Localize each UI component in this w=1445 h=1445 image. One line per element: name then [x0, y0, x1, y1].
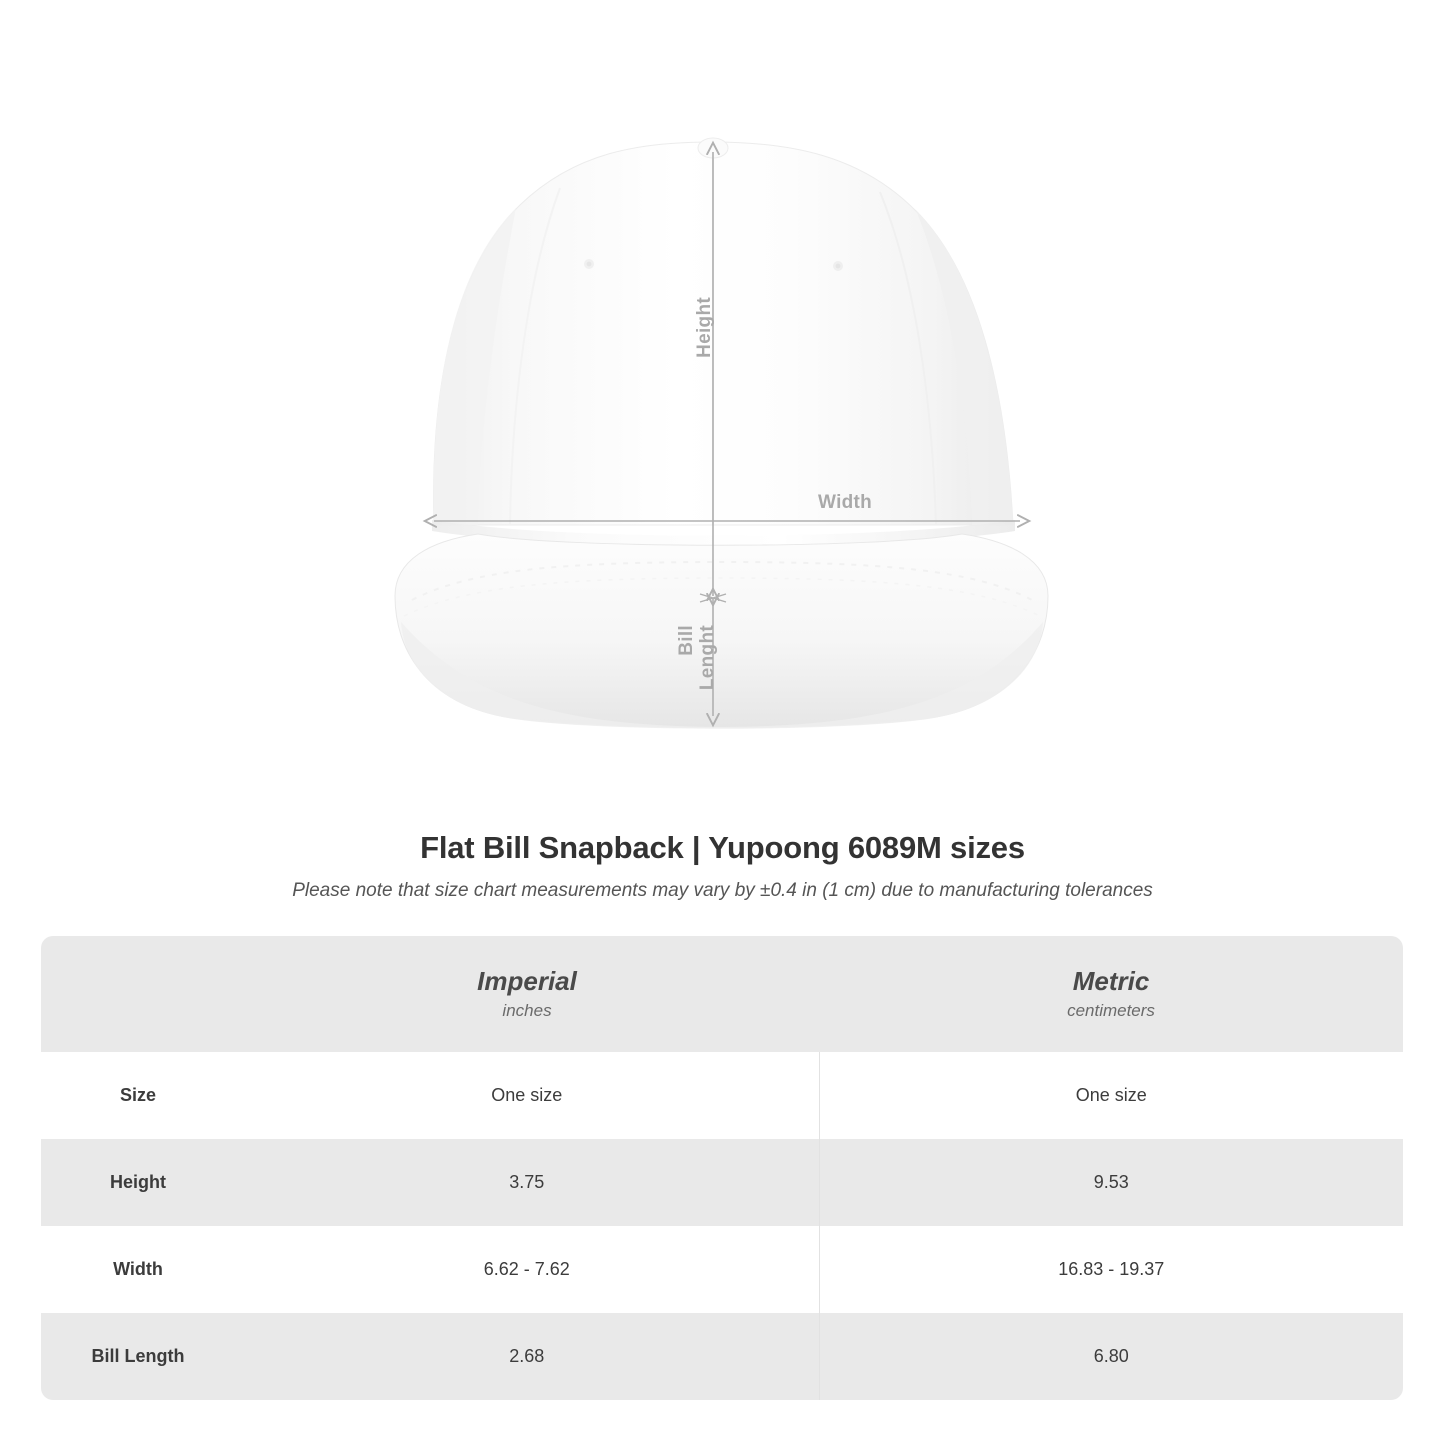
row-label-width: Width: [41, 1226, 235, 1313]
row-label-height: Height: [41, 1139, 235, 1226]
page-title: Flat Bill Snapback | Yupoong 6089M sizes: [420, 830, 1025, 865]
tolerance-note: Please note that size chart measurements may vary by ±0.4 in (1 cm) due to manufacturing tolerances: [292, 880, 1153, 901]
cell-width-metric: 16.83 - 19.37: [819, 1226, 1403, 1313]
table-row: [41, 1052, 1403, 1139]
header-corner-cell: [41, 936, 235, 1052]
cell-size-metric: One size: [819, 1052, 1403, 1139]
header-imperial: [235, 936, 819, 1052]
table-head: [41, 936, 1403, 1052]
header-metric: [819, 936, 1403, 1052]
table-body: [41, 1052, 1403, 1400]
table-row: [41, 1313, 1403, 1400]
cell-height-imperial: 3.75: [235, 1139, 819, 1226]
row-label-bill-length: Bill Length: [41, 1313, 235, 1400]
title-block: [0, 830, 1445, 902]
cell-height-metric: 9.53: [819, 1139, 1403, 1226]
cell-size-imperial: One size: [235, 1052, 819, 1139]
cell-bill-length-imperial: 2.68: [235, 1313, 819, 1400]
bill-length-label-line1: Bill: [676, 625, 697, 656]
size-table-wrapper: [41, 936, 1403, 1400]
cell-bill-length-metric: 6.80: [819, 1313, 1403, 1400]
row-label-size: Size: [41, 1052, 235, 1139]
table-row: [41, 1139, 1403, 1226]
width-label: Width: [818, 492, 873, 513]
header-imperial-unit: inches: [502, 1000, 552, 1020]
header-imperial-title: Imperial: [477, 966, 577, 997]
table-header-row: [41, 936, 1403, 1052]
bill-length-label-line2: Lenght: [697, 625, 718, 691]
table-row: [41, 1226, 1403, 1313]
size-table: [41, 936, 1403, 1400]
cell-width-imperial: 6.62 - 7.62: [235, 1226, 819, 1313]
header-metric-title: Metric: [1072, 966, 1150, 997]
header-metric-unit: centimeters: [1067, 1000, 1155, 1020]
height-label: Height: [694, 297, 715, 358]
